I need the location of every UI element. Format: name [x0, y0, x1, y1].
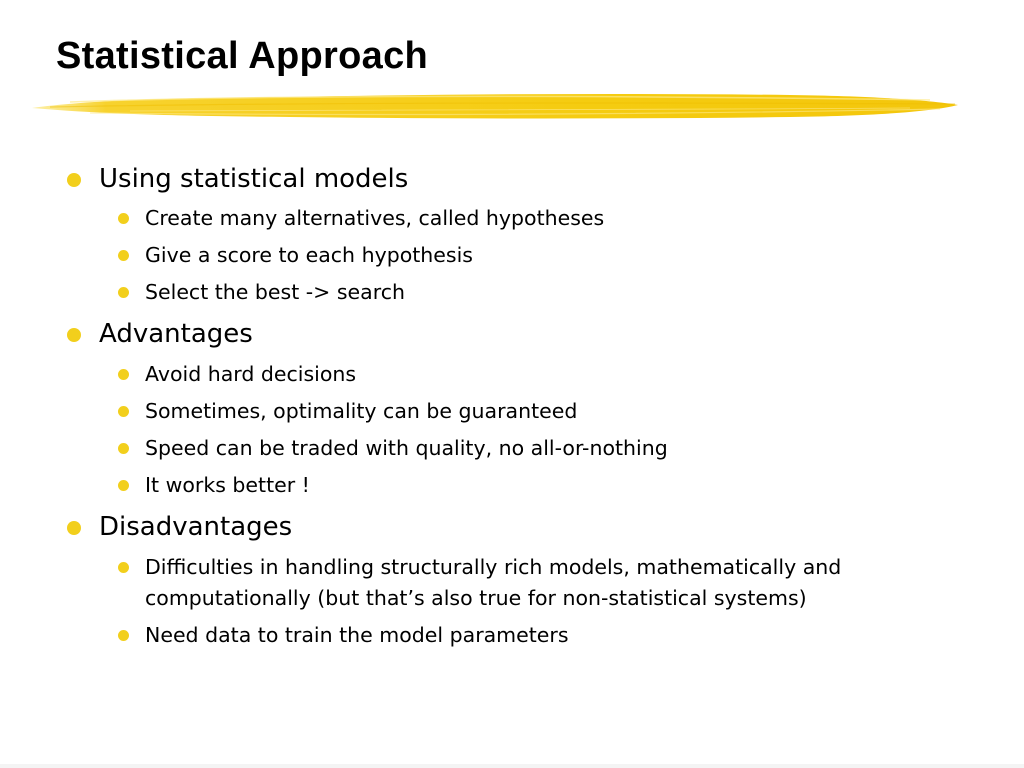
subbullet-dot-icon [118, 287, 129, 298]
subbullet-dot-icon [118, 562, 129, 573]
slide-title: Statistical Approach [56, 35, 429, 77]
bullet-dot-icon [67, 521, 81, 535]
subbullet-text: Need data to train the model parameters [145, 623, 569, 647]
slide-bottom-edge [0, 764, 1024, 768]
subbullet-dot-icon [118, 406, 129, 417]
subbullet-text: Difficulties in handling structurally rich models, mathematically and computationally (but that’s also true for non-statistical systems) [145, 555, 842, 610]
subbullet-dot-icon [118, 213, 129, 224]
subbullet-dot-icon [118, 443, 129, 454]
subbullet-text: Speed can be traded with quality, no all-or-nothing [145, 436, 668, 460]
title-underline-brush-stroke [30, 86, 960, 126]
bullet-text: Advantages [99, 319, 253, 349]
subbullet-text: Sometimes, optimality can be guaranteed [145, 399, 578, 423]
subbullet-dot-icon [118, 480, 129, 491]
bullet-dot-icon [67, 328, 81, 342]
subbullet-dot-icon [118, 250, 129, 261]
bullet-text: Disadvantages [99, 512, 293, 542]
subbullet-text: Select the best -> search [145, 280, 405, 304]
bullet-text: Using statistical models [99, 164, 409, 194]
subbullet-text: Avoid hard decisions [145, 362, 357, 386]
bullet-dot-icon [67, 173, 81, 187]
subbullet-dot-icon [118, 369, 129, 380]
subbullet-text: Create many alternatives, called hypotheses [145, 206, 605, 230]
subbullet-text: Give a score to each hypothesis [145, 243, 473, 267]
subbullet-dot-icon [118, 630, 129, 641]
subbullet-text: It works better ! [145, 473, 310, 497]
